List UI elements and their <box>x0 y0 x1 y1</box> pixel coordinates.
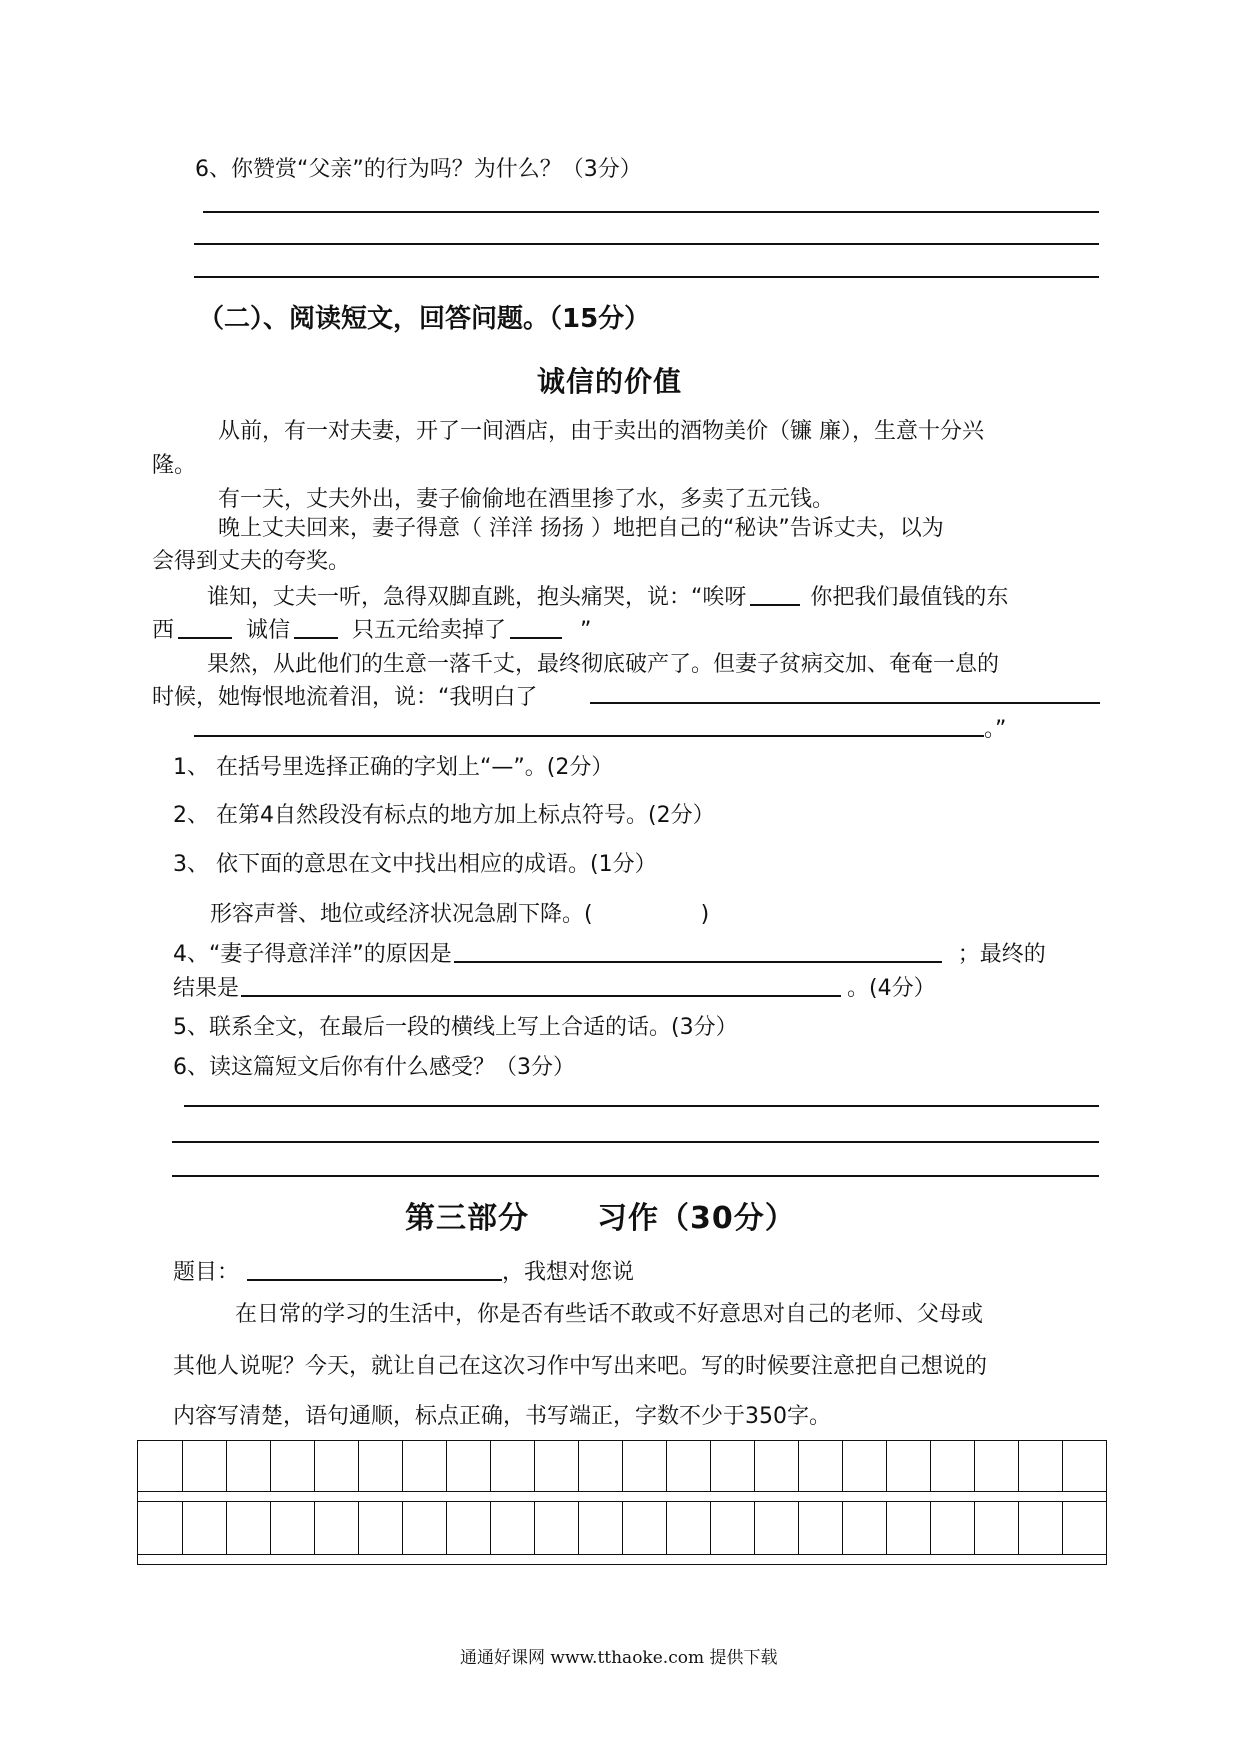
question-5: 5、联系全文，在最后一段的横线上写上合适的话。(3分） <box>173 1015 738 1040</box>
story-title: 诚信的价值 <box>537 365 683 398</box>
question-1: 1、 在括号里选择正确的字划上“—”。(2分） <box>173 755 614 780</box>
essay-instructions-cont: 其他人说呢？今天，就让自己在这次习作中写出来吧。写的时候要注意把自己想说的 <box>173 1354 988 1379</box>
essay-topic: 题目： ，我想对您说 <box>173 1260 635 1285</box>
story-paragraph-1: 从前，有一对夫妻，开了一间酒店，由于卖出的酒物美价（镰 廉），生意十分兴 <box>218 419 984 444</box>
story-paragraph-2: 有一天，丈夫外出，妻子偷偷地在酒里掺了水，多卖了五元钱。 <box>218 487 835 512</box>
answer-line[interactable] <box>194 243 1099 245</box>
writing-grid-row[interactable] <box>137 1440 1107 1492</box>
answer-line[interactable] <box>194 735 984 737</box>
story-paragraph-5-cont: 时候，她悔恨地流着泪，说：“我明白了 <box>152 685 538 710</box>
essay-topic-blank[interactable] <box>247 1261 502 1281</box>
essay-instructions-cont-2: 内容写清楚，语句通顺，标点正确，书写端正，字数不少于350字。 <box>173 1404 831 1429</box>
essay-instructions: 在日常的学习的生活中，你是否有些话不敢或不好意思对自己的老师、父母或 <box>235 1302 984 1327</box>
page-footer: 通通好课网 www.tthaoke.com 提供下载 <box>460 1648 778 1668</box>
fill-blank[interactable] <box>294 619 338 639</box>
answer-line[interactable] <box>172 1141 1099 1143</box>
question-4: 4、“妻子得意洋洋”的原因是 ；最终的 <box>173 942 1046 967</box>
answer-line[interactable] <box>194 276 1099 278</box>
writing-grid-row[interactable] <box>137 1501 1107 1555</box>
answer-line[interactable] <box>184 1105 1099 1107</box>
question-6: 6、读这篇短文后你有什么感受？（3分） <box>173 1055 575 1080</box>
story-paragraph-3: 晚上丈夫回来，妻子得意（ 洋洋 扬扬 ）地把自己的“秘诀”告诉丈夫，以为 <box>218 516 944 541</box>
question-3: 3、 依下面的意思在文中找出相应的成语。(1分） <box>173 852 657 877</box>
story-paragraph-4-cont: 西 诚信 只五元给卖掉了 ” <box>152 618 592 643</box>
story-paragraph-5: 果然，从此他们的生意一落千丈，最终彻底破产了。但妻子贫病交加、奄奄一息的 <box>207 652 1000 677</box>
section-heading-reading: （二）、阅读短文，回答问题。（15分） <box>198 304 651 334</box>
story-paragraph-3-cont: 会得到丈夫的夸奖。 <box>152 549 351 574</box>
answer-line[interactable] <box>203 211 1099 213</box>
fill-blank[interactable] <box>510 619 562 639</box>
story-paragraph-5-end: 。” <box>984 717 1007 742</box>
question-2: 2、 在第4自然段没有标点的地方加上标点符号。(2分） <box>173 803 715 828</box>
story-paragraph-1-cont: 隆。 <box>152 453 197 478</box>
writing-grid-spacer <box>137 1554 1107 1565</box>
question-4-cont: 结果是 。(4分） <box>173 976 936 1001</box>
fill-blank[interactable] <box>750 586 800 606</box>
answer-line[interactable] <box>590 702 1100 704</box>
answer-line[interactable] <box>172 1175 1099 1177</box>
fill-blank[interactable] <box>178 619 232 639</box>
answer-blank-reason[interactable] <box>454 943 942 963</box>
answer-blank-result[interactable] <box>241 977 841 997</box>
prev-question-6: 6、你赞赏“父亲”的行为吗？为什么？（3分） <box>195 157 642 182</box>
story-paragraph-4: 谁知，丈夫一听，急得双脚直跳，抱头痛哭，说：“唉呀 你把我们最值钱的东 <box>207 585 1009 610</box>
part3-heading: 第三部分 习作（30分） <box>405 1201 796 1236</box>
question-3-prompt: 形容声誉、地位或经济状况急剧下降。( ) <box>210 902 710 927</box>
